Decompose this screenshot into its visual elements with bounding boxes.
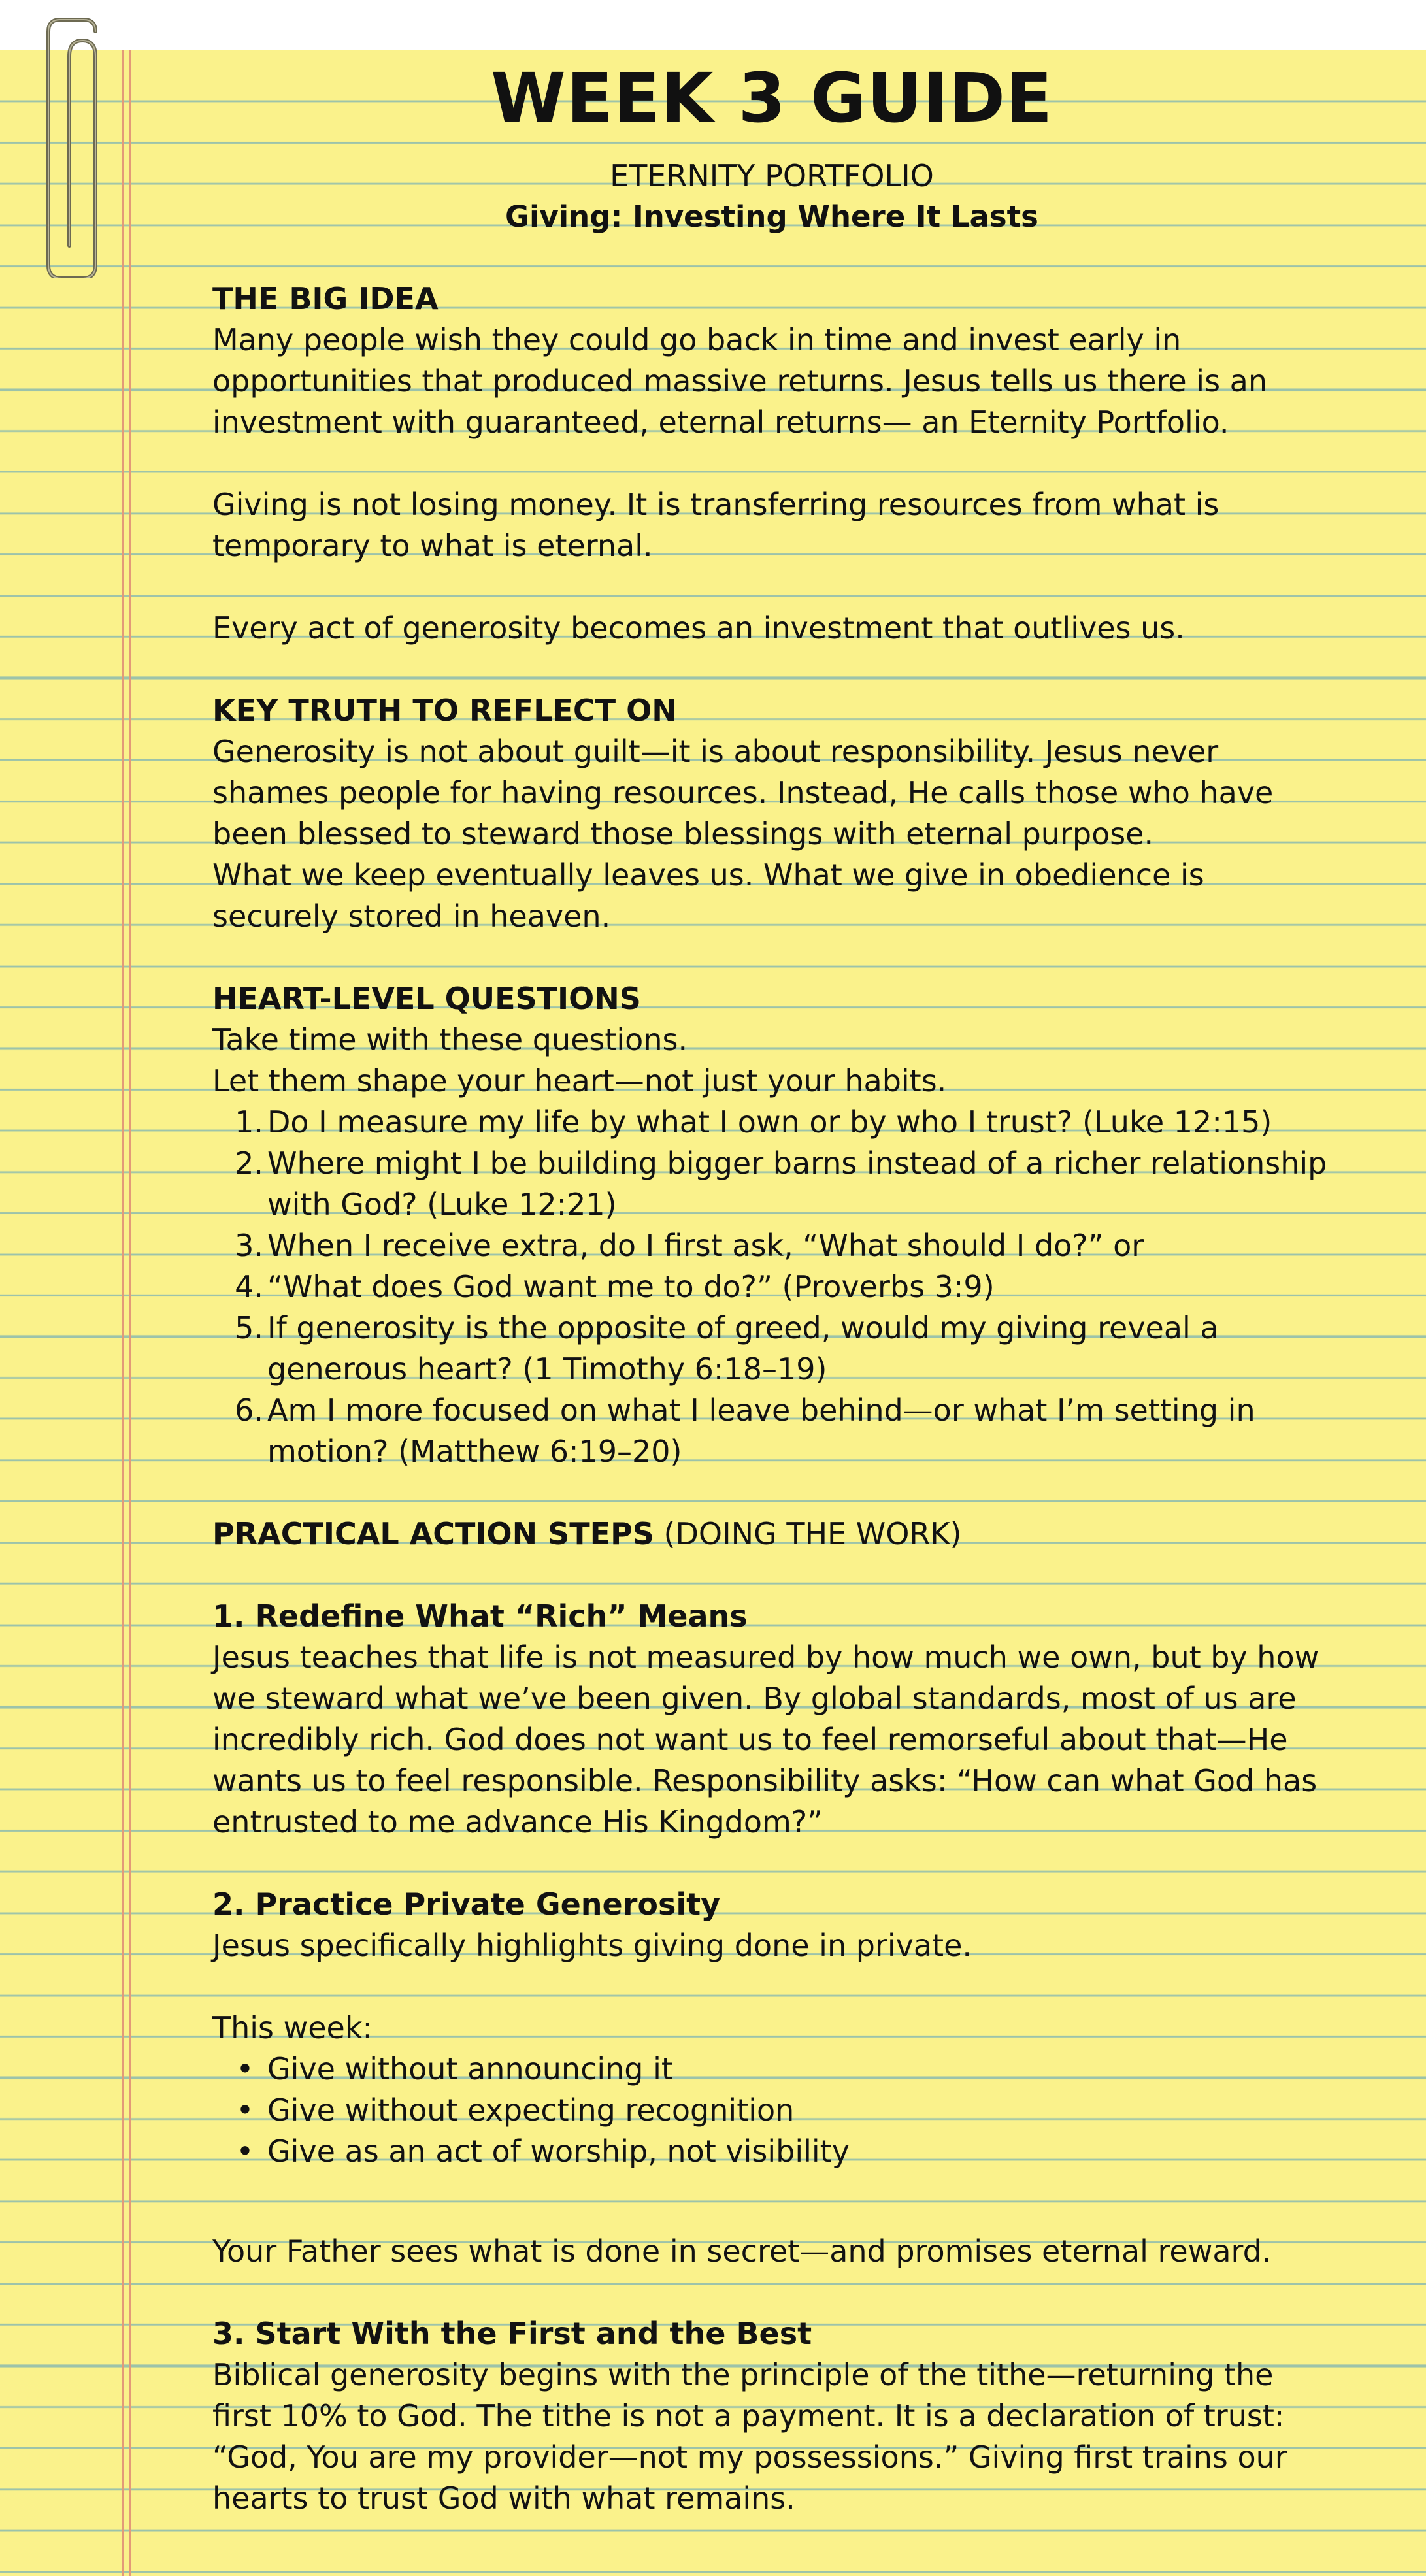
key-truth-paragraph: What we keep eventually leaves us. What we give in obedience is securely stored in heaven. xyxy=(212,857,1204,934)
question-item xyxy=(212,1143,1336,1225)
question-item xyxy=(212,1266,1336,1308)
big-idea-heading: THE BIG IDEA xyxy=(212,281,439,316)
big-idea-section xyxy=(212,278,1336,649)
bullet-item: • Give without announcing it xyxy=(212,2049,1336,2090)
heart-questions-section xyxy=(212,978,1336,1472)
question-text: Where might I be building bigger barns instead of a richer relationship with God? (Luke 12:21) xyxy=(267,1146,1327,1222)
margin-line-right xyxy=(129,50,131,2576)
heart-questions-intro: Take time with these questions. xyxy=(212,1022,688,1057)
step-2-body: Jesus specifically highlights giving done in private. xyxy=(212,1928,972,1963)
key-truth-section xyxy=(212,690,1336,937)
step-1-body: Jesus teaches that life is not measured by how much we own, but by how we steward what we’ve been given. By global standards, most of us are incredibly rich. God does not want us to feel remorseful about that—He wants us to feel responsible. Responsibility asks: “How can what God has entrusted to me advance His Kingdom?” xyxy=(212,1640,1319,1840)
question-text: “What does God want me to do?” (Proverbs 3:9) xyxy=(267,1269,995,1304)
big-idea-paragraph: Every act of generosity becomes an investment that outlives us. xyxy=(212,610,1185,646)
question-item xyxy=(212,1225,1336,1266)
question-text: Do I measure my life by what I own or by who I trust? (Luke 12:15) xyxy=(267,1104,1272,1140)
question-text: If generosity is the opposite of greed, would my giving reveal a generous heart? (1 Timothy 6:18–19) xyxy=(267,1310,1219,1387)
guide-content xyxy=(212,278,1336,2519)
action-steps-heading xyxy=(212,1513,1336,1555)
question-item xyxy=(212,1390,1336,1472)
action-steps-heading-suffix: (DOING THE WORK) xyxy=(654,1516,962,1551)
heart-questions-heading: HEART-LEVEL QUESTIONS xyxy=(212,981,641,1016)
key-truth-heading: KEY TRUTH TO REFLECT ON xyxy=(212,693,677,728)
question-text: When I receive extra, do I first ask, “What should I do?” or xyxy=(267,1228,1144,1263)
step-2-week-label: This week: xyxy=(212,2010,373,2045)
heart-questions-intro: Let them shape your heart—not just your habits. xyxy=(212,1063,947,1098)
action-steps-section xyxy=(212,1513,1336,2519)
question-text: Am I more focused on what I leave behind—or what I’m setting in motion? (Matthew 6:19–20) xyxy=(267,1393,1255,1469)
key-truth-paragraph: Generosity is not about guilt—it is about responsibility. Jesus never shames people for having resources. Instead, He calls those who have been blessed to steward those blessings with eternal purpose. xyxy=(212,734,1274,851)
paperclip-icon xyxy=(46,17,98,278)
bullet-item: • Give without expecting recognition xyxy=(212,2090,1336,2131)
margin-line-left xyxy=(122,50,124,2576)
step-3-title: 3. Start With the First and the Best xyxy=(212,2316,812,2351)
page-title: WEEK 3 GUIDE xyxy=(490,58,1053,138)
action-steps-heading-bold: PRACTICAL ACTION STEPS xyxy=(212,1516,654,1551)
step-2-title: 2. Practice Private Generosity xyxy=(212,1887,721,1922)
step-1-title: 1. Redefine What “Rich” Means xyxy=(212,1598,748,1634)
step-3-body: Biblical generosity begins with the principle of the tithe—returning the first 10% to God. The tithe is not a payment. It is a declaration of trust: “God, You are my provider—not my possessions.” Giving first trains our hearts to trust God with what remains. xyxy=(212,2357,1287,2516)
bullet-item: • Give as an act of worship, not visibility xyxy=(212,2131,1336,2172)
question-item xyxy=(212,1102,1336,1143)
step-2-bullet-list xyxy=(212,2049,1336,2172)
question-item xyxy=(212,1308,1336,1390)
page-subtitle: ETERNITY PORTFOLIO xyxy=(610,158,934,193)
step-2-closing: Your Father sees what is done in secret—and promises eternal reward. xyxy=(212,2234,1272,2269)
big-idea-paragraph: Giving is not losing money. It is transferring resources from what is temporary to what is eternal. xyxy=(212,487,1219,563)
big-idea-paragraph: Many people wish they could go back in time and invest early in opportunities that produced massive returns. Jesus tells us there is an investment with guaranteed, eternal returns— an Eternity Portfolio. xyxy=(212,322,1268,440)
heart-questions-list xyxy=(212,1102,1336,1472)
page-tagline: Giving: Investing Where It Lasts xyxy=(505,199,1038,234)
